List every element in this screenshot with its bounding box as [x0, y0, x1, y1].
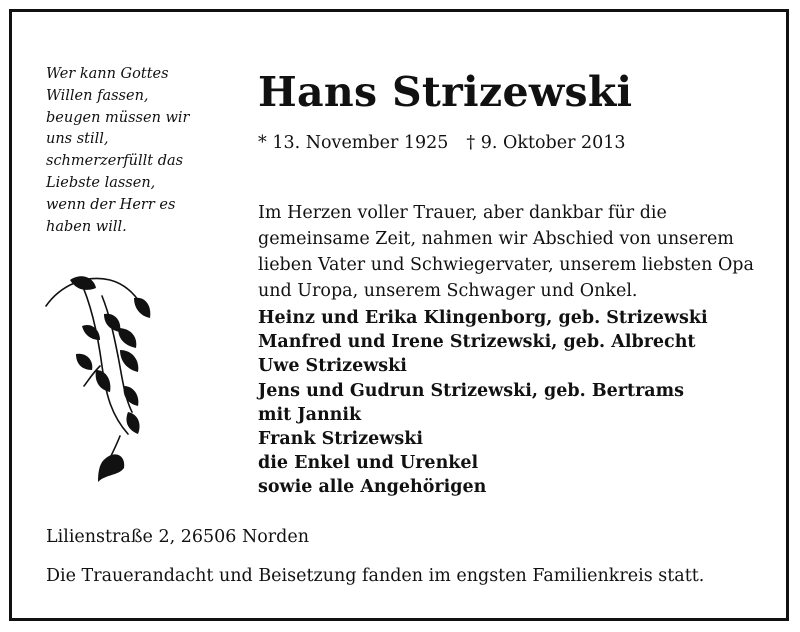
death-date: † 9. Oktober 2013 — [466, 133, 626, 153]
announcement-line: gemeinsame Zeit, nahmen wir Abschied von unserem — [258, 229, 734, 249]
verse-line: beugen müssen wir — [46, 109, 190, 126]
mourner-entry: Manfred und Irene Strizewski, geb. Albrecht — [258, 332, 696, 353]
memorial-verse — [46, 64, 216, 238]
family-address: Lilienstraße 2, 26506 Norden — [46, 527, 309, 547]
deceased-name: Hans Strizewski — [258, 68, 633, 116]
announcement-line: und Uropa, unserem Schwager und Onkel. — [258, 281, 638, 301]
mourner-entry: Frank Strizewski — [258, 429, 423, 450]
mourner-entry: sowie alle Angehörigen — [258, 477, 487, 498]
birth-date: * 13. November 1925 — [258, 133, 449, 153]
mourner-entry: die Enkel und Urenkel — [258, 453, 479, 474]
verse-line: Wer kann Gottes — [46, 66, 169, 82]
announcement-line: lieben Vater und Schwiegervater, unserem liebsten Opa — [258, 255, 754, 275]
funeral-notice: Die Trauerandacht und Beisetzung fanden im engsten Familienkreis statt. — [46, 566, 705, 586]
verse-line: schmerzerfüllt das — [46, 153, 184, 170]
announcement-line: Im Herzen voller Trauer, aber dankbar für die — [258, 203, 667, 223]
mourners-list — [258, 306, 708, 500]
mourner-entry: Heinz und Erika Klingenborg, geb. Strizewski — [258, 308, 708, 328]
mourner-entry: Jens und Gudrun Strizewski, geb. Bertrams — [258, 380, 685, 401]
birch-branch-icon — [40, 266, 170, 492]
verse-line: Liebste lassen, — [46, 174, 156, 191]
verse-line: Willen fassen, — [46, 87, 149, 104]
life-dates — [258, 130, 626, 156]
mourner-entry: Uwe Strizewski — [258, 356, 407, 377]
mourner-entry: mit Jannik — [258, 404, 362, 425]
verse-line: haben will. — [46, 218, 127, 235]
announcement-text — [258, 200, 754, 304]
verse-line: uns still, — [46, 131, 109, 148]
verse-line: wenn der Herr es — [46, 196, 176, 213]
